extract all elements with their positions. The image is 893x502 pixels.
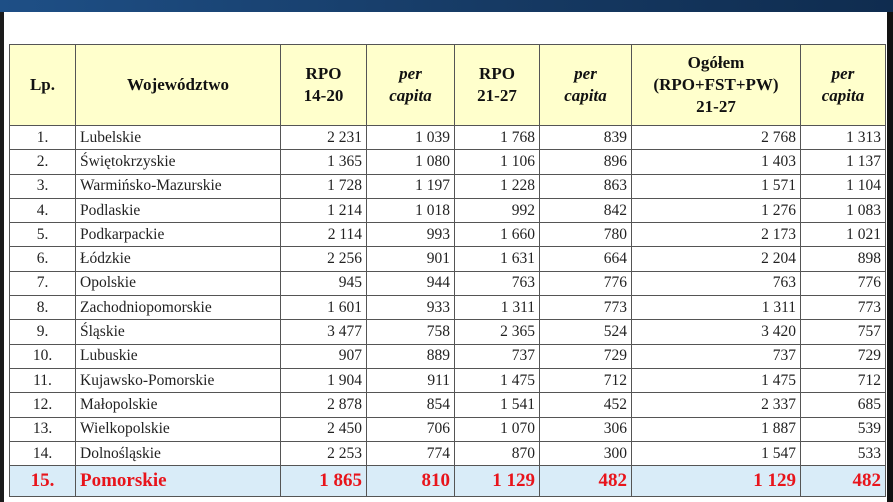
total-value: 1 547 <box>632 441 801 465</box>
region-name: Lubelskie <box>76 126 281 150</box>
rpo-21-27-value: 1 475 <box>455 368 540 392</box>
per-capita-total-value: 482 <box>801 466 886 497</box>
table-row <box>10 271 886 295</box>
per-capita-14-20-value: 706 <box>367 417 455 441</box>
per-capita-total-value: 1 104 <box>801 174 886 198</box>
per-capita-21-27-value: 664 <box>540 247 632 271</box>
region-name: Małopolskie <box>76 393 281 417</box>
per-capita-21-27-value: 524 <box>540 320 632 344</box>
region-name: Dolnośląskie <box>76 441 281 465</box>
per-capita-14-20-value: 810 <box>367 466 455 497</box>
per-capita-21-27-value: 863 <box>540 174 632 198</box>
total-value: 1 129 <box>632 466 801 497</box>
row-number: 3. <box>10 174 76 198</box>
total-value: 763 <box>632 271 801 295</box>
total-value: 2 768 <box>632 126 801 150</box>
rpo-14-20-value: 1 904 <box>281 368 367 392</box>
rpo-21-27-value: 763 <box>455 271 540 295</box>
table-row <box>10 198 886 222</box>
rpo-14-20-value: 1 865 <box>281 466 367 497</box>
per-capita-total-value: 1 083 <box>801 198 886 222</box>
region-name: Podlaskie <box>76 198 281 222</box>
region-name: Podkarpackie <box>76 223 281 247</box>
region-name: Zachodniopomorskie <box>76 296 281 320</box>
region-name: Świętokrzyskie <box>76 150 281 174</box>
per-capita-total-value: 773 <box>801 296 886 320</box>
rpo-21-27-value: 1 768 <box>455 126 540 150</box>
row-number: 15. <box>10 466 76 497</box>
table-row <box>10 247 886 271</box>
per-capita-total-value: 539 <box>801 417 886 441</box>
left-edge-bar <box>0 12 4 502</box>
per-capita-21-27-value: 306 <box>540 417 632 441</box>
table-row <box>10 344 886 368</box>
rpo-21-27-value: 1 660 <box>455 223 540 247</box>
rpo-21-27-value: 737 <box>455 344 540 368</box>
region-name: Kujawsko-Pomorskie <box>76 368 281 392</box>
per-capita-total-value: 729 <box>801 344 886 368</box>
total-value: 737 <box>632 344 801 368</box>
region-name: Warmińsko-Mazurskie <box>76 174 281 198</box>
rpo-21-27-value: 1 631 <box>455 247 540 271</box>
table-row <box>10 223 886 247</box>
row-number: 14. <box>10 441 76 465</box>
rpo-21-27-value: 1 541 <box>455 393 540 417</box>
header-lp: Lp. <box>10 45 76 126</box>
per-capita-21-27-value: 452 <box>540 393 632 417</box>
per-capita-total-value: 757 <box>801 320 886 344</box>
rpo-21-27-value: 992 <box>455 198 540 222</box>
rpo-14-20-value: 945 <box>281 271 367 295</box>
rpo-21-27-value: 1 106 <box>455 150 540 174</box>
per-capita-14-20-value: 993 <box>367 223 455 247</box>
rpo-14-20-value: 2 878 <box>281 393 367 417</box>
table-row <box>10 320 886 344</box>
total-value: 1 311 <box>632 296 801 320</box>
table-row <box>10 150 886 174</box>
total-value: 3 420 <box>632 320 801 344</box>
rpo-14-20-value: 2 231 <box>281 126 367 150</box>
rpo-14-20-value: 1 214 <box>281 198 367 222</box>
per-capita-14-20-value: 911 <box>367 368 455 392</box>
header-per-capita-1: per capita <box>367 45 455 126</box>
per-capita-21-27-value: 896 <box>540 150 632 174</box>
row-number: 11. <box>10 368 76 392</box>
per-capita-14-20-value: 933 <box>367 296 455 320</box>
row-number: 1. <box>10 126 76 150</box>
per-capita-total-value: 898 <box>801 247 886 271</box>
per-capita-14-20-value: 1 039 <box>367 126 455 150</box>
table-row <box>10 417 886 441</box>
per-capita-total-value: 776 <box>801 271 886 295</box>
total-value: 1 571 <box>632 174 801 198</box>
per-capita-14-20-value: 1 018 <box>367 198 455 222</box>
header-rpo-21-27: RPO 21-27 <box>455 45 540 126</box>
per-capita-14-20-value: 944 <box>367 271 455 295</box>
row-number: 7. <box>10 271 76 295</box>
per-capita-total-value: 1 313 <box>801 126 886 150</box>
total-value: 1 887 <box>632 417 801 441</box>
rpo-14-20-value: 2 450 <box>281 417 367 441</box>
per-capita-21-27-value: 300 <box>540 441 632 465</box>
per-capita-14-20-value: 1 080 <box>367 150 455 174</box>
table-row <box>10 441 886 465</box>
table-row <box>10 393 886 417</box>
funding-table <box>9 44 886 497</box>
rpo-14-20-value: 907 <box>281 344 367 368</box>
rpo-21-27-value: 2 365 <box>455 320 540 344</box>
per-capita-21-27-value: 482 <box>540 466 632 497</box>
row-number: 10. <box>10 344 76 368</box>
region-name: Lubuskie <box>76 344 281 368</box>
row-number: 2. <box>10 150 76 174</box>
row-number: 4. <box>10 198 76 222</box>
rpo-14-20-value: 2 253 <box>281 441 367 465</box>
rpo-14-20-value: 1 601 <box>281 296 367 320</box>
total-value: 1 475 <box>632 368 801 392</box>
highlighted-row <box>10 466 886 497</box>
row-number: 9. <box>10 320 76 344</box>
per-capita-21-27-value: 780 <box>540 223 632 247</box>
header-per-capita-3: per capita <box>801 45 886 126</box>
region-name: Śląskie <box>76 320 281 344</box>
total-value: 2 204 <box>632 247 801 271</box>
top-banner-bar <box>0 0 893 12</box>
row-number: 8. <box>10 296 76 320</box>
per-capita-21-27-value: 773 <box>540 296 632 320</box>
rpo-21-27-value: 1 070 <box>455 417 540 441</box>
per-capita-21-27-value: 729 <box>540 344 632 368</box>
rpo-21-27-value: 1 129 <box>455 466 540 497</box>
row-number: 5. <box>10 223 76 247</box>
per-capita-14-20-value: 774 <box>367 441 455 465</box>
right-edge-bar <box>887 12 893 502</box>
region-name: Pomorskie <box>76 466 281 497</box>
per-capita-21-27-value: 842 <box>540 198 632 222</box>
per-capita-total-value: 533 <box>801 441 886 465</box>
header-rpo-14-20: RPO 14-20 <box>281 45 367 126</box>
region-name: Wielkopolskie <box>76 417 281 441</box>
per-capita-14-20-value: 758 <box>367 320 455 344</box>
table-row <box>10 368 886 392</box>
per-capita-21-27-value: 776 <box>540 271 632 295</box>
per-capita-14-20-value: 901 <box>367 247 455 271</box>
region-name: Łódzkie <box>76 247 281 271</box>
per-capita-total-value: 685 <box>801 393 886 417</box>
rpo-14-20-value: 1 365 <box>281 150 367 174</box>
row-number: 12. <box>10 393 76 417</box>
row-number: 13. <box>10 417 76 441</box>
total-value: 2 173 <box>632 223 801 247</box>
table-row <box>10 126 886 150</box>
header-region: Województwo <box>76 45 281 126</box>
rpo-21-27-value: 1 228 <box>455 174 540 198</box>
rpo-14-20-value: 3 477 <box>281 320 367 344</box>
per-capita-total-value: 1 137 <box>801 150 886 174</box>
per-capita-14-20-value: 854 <box>367 393 455 417</box>
total-value: 1 403 <box>632 150 801 174</box>
header-per-capita-2: per capita <box>540 45 632 126</box>
header-total: Ogółem (RPO+FST+PW) 21-27 <box>632 45 801 126</box>
header-row <box>10 45 886 126</box>
rpo-14-20-value: 2 114 <box>281 223 367 247</box>
total-value: 1 276 <box>632 198 801 222</box>
table-row <box>10 296 886 320</box>
per-capita-21-27-value: 712 <box>540 368 632 392</box>
per-capita-total-value: 1 021 <box>801 223 886 247</box>
per-capita-total-value: 712 <box>801 368 886 392</box>
per-capita-14-20-value: 1 197 <box>367 174 455 198</box>
rpo-14-20-value: 2 256 <box>281 247 367 271</box>
rpo-21-27-value: 1 311 <box>455 296 540 320</box>
row-number: 6. <box>10 247 76 271</box>
per-capita-21-27-value: 839 <box>540 126 632 150</box>
total-value: 2 337 <box>632 393 801 417</box>
region-name: Opolskie <box>76 271 281 295</box>
rpo-14-20-value: 1 728 <box>281 174 367 198</box>
table-row <box>10 174 886 198</box>
rpo-21-27-value: 870 <box>455 441 540 465</box>
per-capita-14-20-value: 889 <box>367 344 455 368</box>
